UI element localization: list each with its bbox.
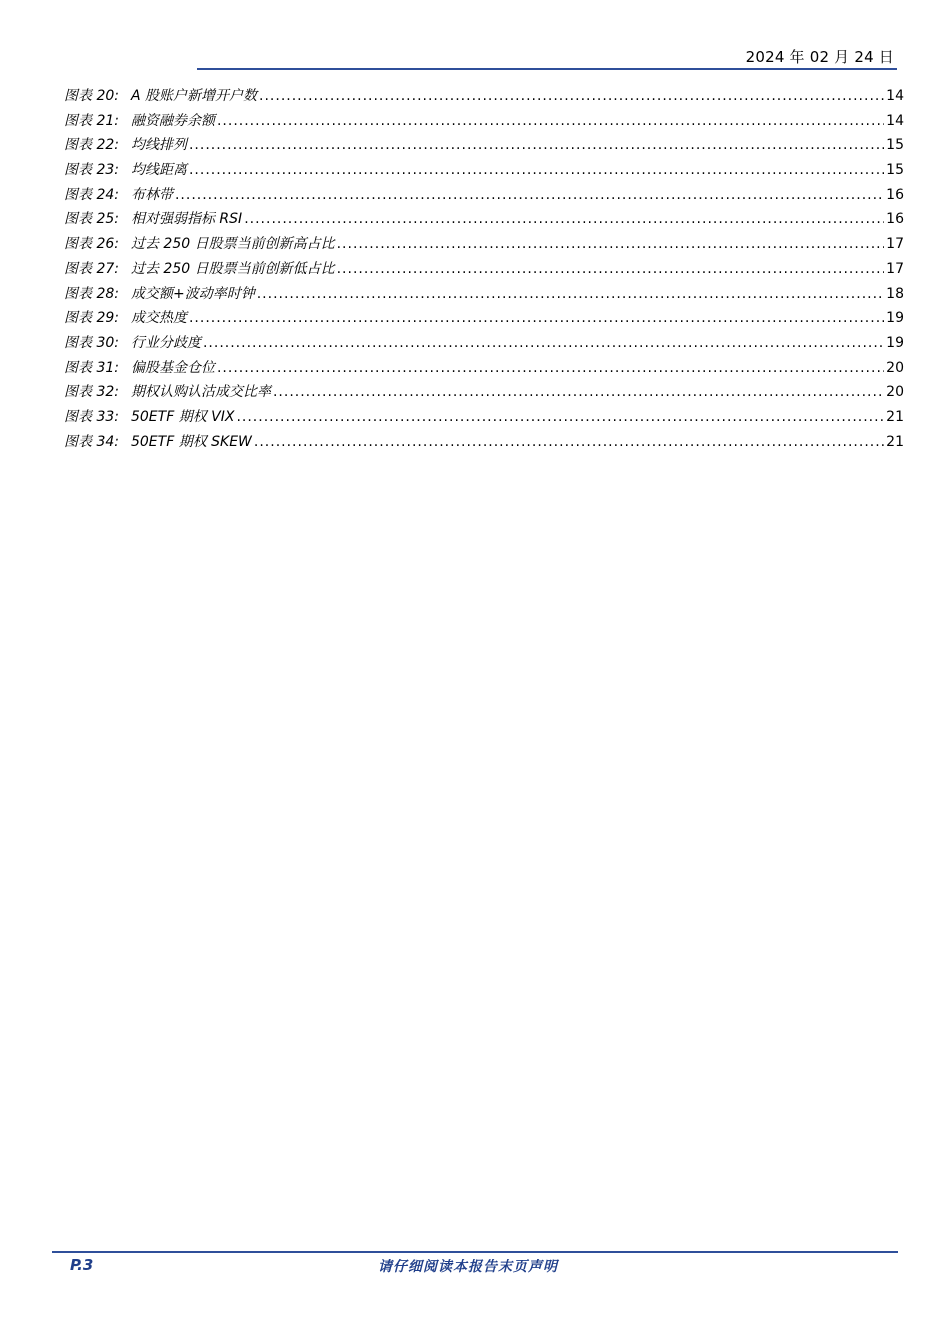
toc-leader-dots (257, 282, 884, 307)
toc-entry-number: 图表 20: (64, 88, 119, 104)
toc-entry-title: 50ETF 期权 SKEW (130, 433, 252, 450)
toc-entry-title: 成交热度 (130, 310, 187, 327)
toc-entry-title: 过去 250 日股票当前创新高占比 (130, 236, 335, 253)
toc-entry-number: 图表 30: (64, 334, 119, 351)
toc-entry-number: 图表 27: (64, 260, 119, 277)
toc-entry-label (64, 232, 335, 257)
toc-entry-number: 图表 28: (64, 285, 119, 302)
toc-leader-dots (217, 109, 884, 134)
toc-leader-dots (175, 183, 884, 208)
header-divider (197, 68, 897, 70)
toc-entry[interactable] (64, 232, 904, 257)
toc-entry[interactable] (64, 306, 904, 331)
toc-entry-label (64, 331, 201, 356)
toc-leader-dots (254, 430, 884, 455)
toc-entry-title: 融资融券余额 (130, 112, 215, 129)
toc-entry-number: 图表 31: (64, 359, 119, 376)
toc-entry-page: 19 (886, 310, 904, 327)
toc-entry-number: 图表 32: (64, 384, 119, 401)
toc-entry-title: 成交额+波动率时钟 (130, 285, 255, 302)
toc-entry-label (64, 109, 215, 134)
toc-entry-title: A 股账户新增开户数 (130, 88, 258, 104)
toc-entry-title: 均线排列 (130, 137, 187, 154)
toc-entry[interactable] (64, 430, 904, 455)
toc-entry[interactable] (64, 133, 904, 158)
toc-entry-page: 20 (886, 359, 904, 376)
toc-entry-label (64, 257, 335, 282)
toc-entry-label (64, 430, 252, 455)
toc-entry-page: 18 (886, 285, 904, 302)
toc-leader-dots (189, 306, 884, 331)
toc-entry-number: 图表 26: (64, 236, 119, 253)
toc-entry-title: 偏股基金仓位 (130, 359, 215, 376)
toc-entry[interactable] (64, 380, 904, 405)
toc-entry-number: 图表 21: (64, 112, 119, 129)
toc-entry[interactable] (64, 109, 904, 134)
toc-leader-dots (189, 133, 884, 158)
toc-entry[interactable] (64, 257, 904, 282)
toc-entry-page: 15 (886, 137, 904, 154)
report-date: 2024 年 02 月 24 日 (745, 48, 894, 66)
toc-entry-page: 15 (886, 162, 904, 179)
toc-entry-label (64, 306, 187, 331)
toc-entry-page: 20 (886, 384, 904, 401)
toc-entry-page: 14 (886, 88, 904, 104)
toc-entry-label (64, 84, 257, 109)
toc-leader-dots (203, 331, 884, 356)
toc-entry-title: 均线距离 (130, 162, 187, 179)
toc-entry-label (64, 380, 271, 405)
toc-entry-title: 布林带 (130, 186, 173, 203)
toc-entry-label (64, 183, 173, 208)
toc-entry-label (64, 356, 215, 381)
toc-entry[interactable] (64, 183, 904, 208)
toc-entry-number: 图表 29: (64, 310, 119, 327)
toc-entry-number: 图表 22: (64, 137, 119, 154)
toc-entry-page: 21 (886, 433, 904, 450)
toc-leader-dots (337, 257, 885, 282)
toc-entry-number: 图表 23: (64, 162, 119, 179)
toc-entry-page: 17 (886, 260, 904, 277)
toc-entry-title: 过去 250 日股票当前创新低占比 (130, 260, 335, 277)
toc-entry-label (64, 282, 255, 307)
toc-entry-number: 图表 34: (64, 433, 119, 450)
footer-divider (52, 1251, 898, 1253)
toc-entry-label (64, 133, 187, 158)
toc-entry-page: 19 (886, 334, 904, 351)
toc-entry-page: 17 (886, 236, 904, 253)
toc-entry-label (64, 158, 187, 183)
toc-entry[interactable] (64, 356, 904, 381)
toc-entry-number: 图表 24: (64, 186, 119, 203)
toc-entry[interactable] (64, 158, 904, 183)
toc-entry-page: 14 (886, 112, 904, 129)
toc-entry-number: 图表 33: (64, 408, 119, 425)
toc-entry[interactable] (64, 405, 904, 430)
page-number: P.3 (70, 1256, 94, 1274)
toc-entry-number: 图表 25: (64, 211, 119, 228)
toc-entry-page: 21 (886, 408, 904, 425)
toc-leader-dots (337, 232, 885, 257)
toc-entry-title: 相对强弱指标 RSI (130, 211, 243, 228)
toc-entry-page: 16 (886, 211, 904, 228)
toc-leader-dots (189, 158, 884, 183)
disclaimer-note: 请仔细阅读本报告末页声明 (378, 1259, 558, 1275)
toc-entry[interactable] (64, 282, 904, 307)
toc-leader-dots (244, 207, 884, 232)
toc-entry-title: 50ETF 期权 VIX (130, 408, 235, 425)
toc-leader-dots (259, 84, 884, 109)
toc-entry[interactable] (64, 84, 904, 109)
toc-entry-title: 期权认购认沽成交比率 (130, 384, 271, 401)
toc-leader-dots (273, 380, 884, 405)
toc-leader-dots (217, 356, 884, 381)
toc-entry-label (64, 405, 234, 430)
toc-leader-dots (236, 405, 884, 430)
toc-entry-title: 行业分歧度 (130, 334, 201, 351)
toc-entry-page: 16 (886, 186, 904, 203)
toc-entry[interactable] (64, 331, 904, 356)
toc-entry-label (64, 207, 242, 232)
table-of-figures (64, 84, 904, 454)
toc-entry[interactable] (64, 207, 904, 232)
